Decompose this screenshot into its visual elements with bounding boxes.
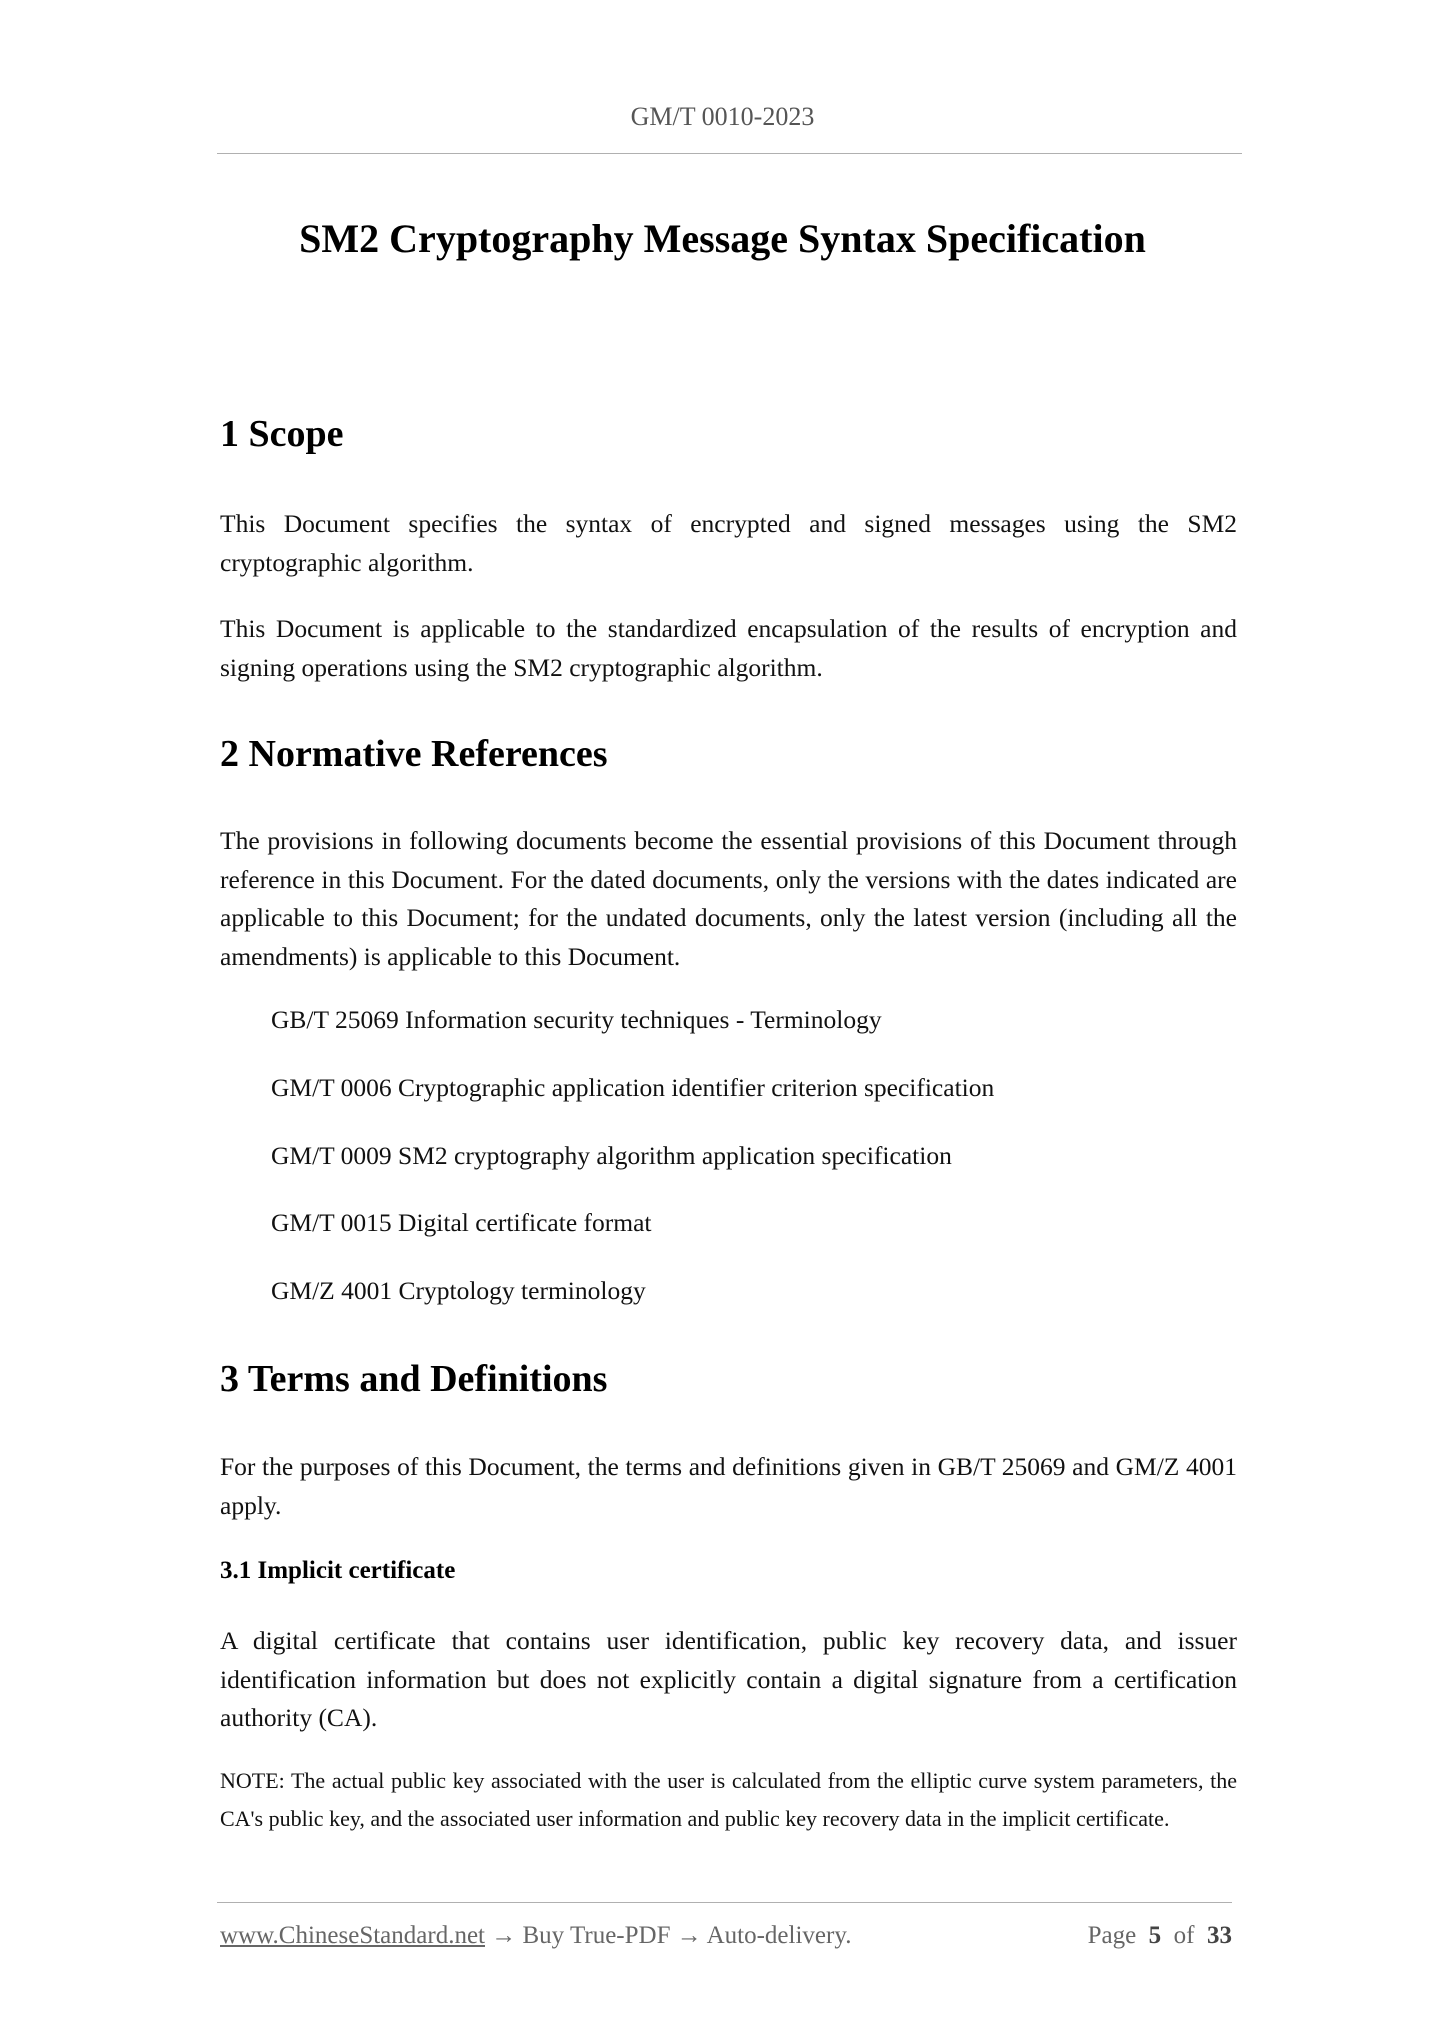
section-heading-scope: 1 Scope (220, 413, 344, 455)
arrow-right-icon: → (491, 1922, 517, 1949)
document-title: SM2 Cryptography Message Syntax Specification (299, 216, 1146, 261)
auto-delivery-text: Auto-delivery. (706, 1922, 852, 1949)
reference-item: GM/Z 4001 Cryptology terminology (271, 1276, 646, 1305)
buy-pdf-text: Buy True-PDF (522, 1922, 671, 1949)
current-page: 5 (1148, 1922, 1162, 1949)
implicit-certificate-definition: A digital certificate that contains user identification, public key recovery data, and issuer identification information but does not explicitly contain a digital signature from a certification authority (CA). (220, 1626, 1237, 1732)
page-label: Page (1087, 1922, 1137, 1949)
reference-item: GB/T 25069 Information security techniques - Terminology (271, 1005, 882, 1034)
scope-paragraph-1: This Document specifies the syntax of encrypted and signed messages using the SM2 cryptographic algorithm. (220, 509, 1237, 577)
arrow-right-icon: → (676, 1922, 702, 1949)
footer-promo (220, 1922, 851, 1950)
references-paragraph: The provisions in following documents become the essential provisions of this Document through reference in this Document. For the dated documents, only the versions with the dates indicated are applicable to this Document; for the undated documents, only the latest version (including all the amendments) is applicable to this Document. (220, 826, 1237, 971)
total-pages: 33 (1207, 1922, 1232, 1949)
of-label: of (1173, 1922, 1195, 1949)
header-rule (217, 153, 1242, 154)
scope-paragraph-2: This Document is applicable to the standardized encapsulation of the results of encryption and signing operations using the SM2 cryptographic algorithm. (220, 614, 1237, 682)
terms-paragraph: For the purposes of this Document, the terms and definitions given in GB/T 25069 and GM/Z 4001 apply. (220, 1452, 1237, 1520)
reference-item: GM/T 0015 Digital certificate format (271, 1208, 652, 1237)
section-heading-terms: 3 Terms and Definitions (220, 1358, 608, 1400)
reference-item: GM/T 0009 SM2 cryptography algorithm application specification (271, 1141, 952, 1170)
footer-rule (217, 1902, 1232, 1903)
section-heading-references: 2 Normative References (220, 733, 608, 775)
running-header: GM/T 0010-2023 (630, 102, 815, 131)
subsection-heading-implicit-certificate: 3.1 Implicit certificate (220, 1557, 456, 1584)
site-link[interactable]: www.ChineseStandard.net (220, 1922, 485, 1949)
implicit-certificate-note: NOTE: The actual public key associated with the user is calculated from the elliptic curve system parameters, the CA's public key, and the associated user information and public key recovery data in the implicit certificate. (220, 1768, 1237, 1831)
reference-item: GM/T 0006 Cryptographic application identifier criterion specification (271, 1073, 995, 1102)
page-footer (220, 1922, 1232, 1956)
page-number (1088, 1922, 1232, 1950)
